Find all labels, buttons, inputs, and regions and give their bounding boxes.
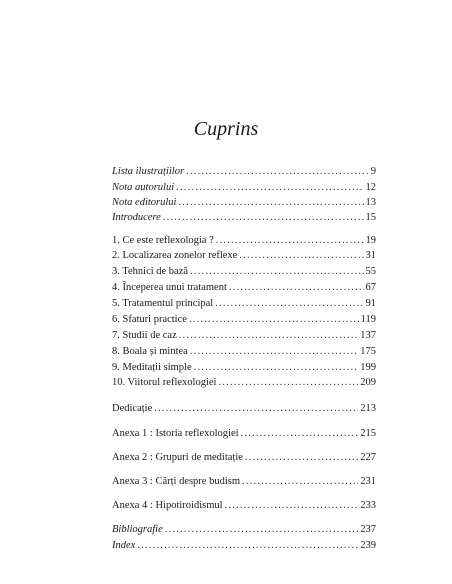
toc-entry [112, 539, 376, 552]
toc-entry-label: 6. Sfaturi practice [112, 314, 187, 325]
toc-entry [112, 234, 376, 247]
toc-entry-page-number: 119 [360, 314, 376, 325]
toc-entry-page-number: 231 [360, 476, 376, 487]
dot-leader [137, 539, 358, 552]
dot-leader [190, 265, 363, 278]
dot-leader [189, 313, 359, 326]
toc-entry-page-number: 175 [360, 346, 376, 357]
dot-leader [176, 181, 363, 194]
toc-entry [112, 265, 376, 278]
toc-entry [112, 427, 376, 440]
toc-entry-page-number: 55 [365, 266, 376, 277]
toc-entry-label: Nota editorului [112, 197, 177, 208]
toc-entry [112, 361, 376, 374]
toc-entry [112, 475, 376, 488]
dot-leader [229, 281, 364, 294]
toc-entry [112, 451, 376, 464]
toc-entry-page-number: 213 [360, 403, 376, 414]
dot-leader [218, 376, 358, 389]
toc-entry [112, 402, 376, 415]
toc-entry-page-number: 13 [365, 197, 376, 208]
toc-entry-page-number: 239 [360, 540, 376, 551]
toc-entry [112, 313, 376, 326]
toc-entry-page-number: 15 [365, 212, 376, 223]
toc-entry-label: Anexa 2 : Grupuri de meditație [112, 452, 243, 463]
dot-leader [194, 361, 359, 374]
toc-entry-label: Anexa 3 : Cărți despre budism [112, 476, 241, 487]
dot-leader [245, 451, 358, 464]
toc-entry-label: 2. Localizarea zonelor reflexe [112, 250, 238, 261]
toc-entry-page-number: 233 [360, 500, 376, 511]
toc-entry-label: 9. Meditații simple [112, 362, 192, 373]
toc-entry-page-number: 137 [360, 330, 376, 341]
toc-entry-label: Introducere [112, 212, 161, 223]
dot-leader [179, 329, 359, 342]
toc-entry [112, 281, 376, 294]
dot-leader [216, 234, 364, 247]
toc-entry-page-number: 227 [360, 452, 376, 463]
toc-entry-page-number: 209 [360, 377, 376, 388]
toc-entry [112, 329, 376, 342]
toc-entry [112, 297, 376, 310]
toc-entry-page-number: 215 [360, 428, 376, 439]
dot-leader [154, 402, 358, 415]
toc-entry-label: 5. Tratamentul principal [112, 298, 214, 309]
toc-entry [112, 376, 376, 389]
toc-entry-page-number: 91 [365, 298, 376, 309]
toc-entry [112, 211, 376, 224]
toc-entry [112, 499, 376, 512]
toc-entry-label: Dedicație [112, 403, 153, 414]
toc-entry-label: Anexa 1 : Istoria reflexologiei [112, 428, 239, 439]
toc-entry-label: Nota autorului [112, 182, 175, 193]
toc-entry-label: 4. Începerea unui tratament [112, 282, 227, 293]
toc-entry-label: Index [112, 540, 136, 551]
toc-entry-label: 1. Ce este reflexologia ? [112, 235, 214, 246]
toc-entry-page-number: 19 [365, 235, 376, 246]
toc-entry-label: Lista ilustrațiilor [112, 166, 185, 177]
toc-entry [112, 523, 376, 536]
toc-entry-label: 8. Boala și mintea [112, 346, 188, 357]
toc-entry [112, 165, 376, 178]
dot-leader [186, 165, 369, 178]
toc-entry [112, 345, 376, 358]
dot-leader [225, 499, 359, 512]
dot-leader [190, 345, 358, 358]
dot-leader [215, 297, 363, 310]
toc-entry-label: Bibliografie [112, 524, 163, 535]
toc-entry-label: 7. Studii de caz [112, 330, 177, 341]
toc-entry-page-number: 199 [360, 362, 376, 373]
dot-leader [178, 196, 363, 209]
page-title: Cuprins [193, 118, 259, 140]
dot-leader [242, 475, 358, 488]
toc-entry-label: 3. Tehnici de bază [112, 266, 189, 277]
toc-entry [112, 196, 376, 209]
dot-leader [241, 427, 359, 440]
toc-entry [112, 181, 376, 194]
toc-entry-label: 10. Viitorul reflexologiei [112, 377, 217, 388]
toc-entry-page-number: 12 [365, 182, 376, 193]
toc-entry-label: Anexa 4 : Hipotiroidismul [112, 500, 223, 511]
toc-entry-page-number: 9 [370, 166, 376, 177]
toc-entry-page-number: 31 [365, 250, 376, 261]
toc-entry [112, 249, 376, 262]
dot-leader [165, 523, 359, 536]
toc-entry-page-number: 237 [360, 524, 376, 535]
dot-leader [239, 249, 363, 262]
dot-leader [163, 211, 364, 224]
toc-entry-page-number: 67 [365, 282, 376, 293]
